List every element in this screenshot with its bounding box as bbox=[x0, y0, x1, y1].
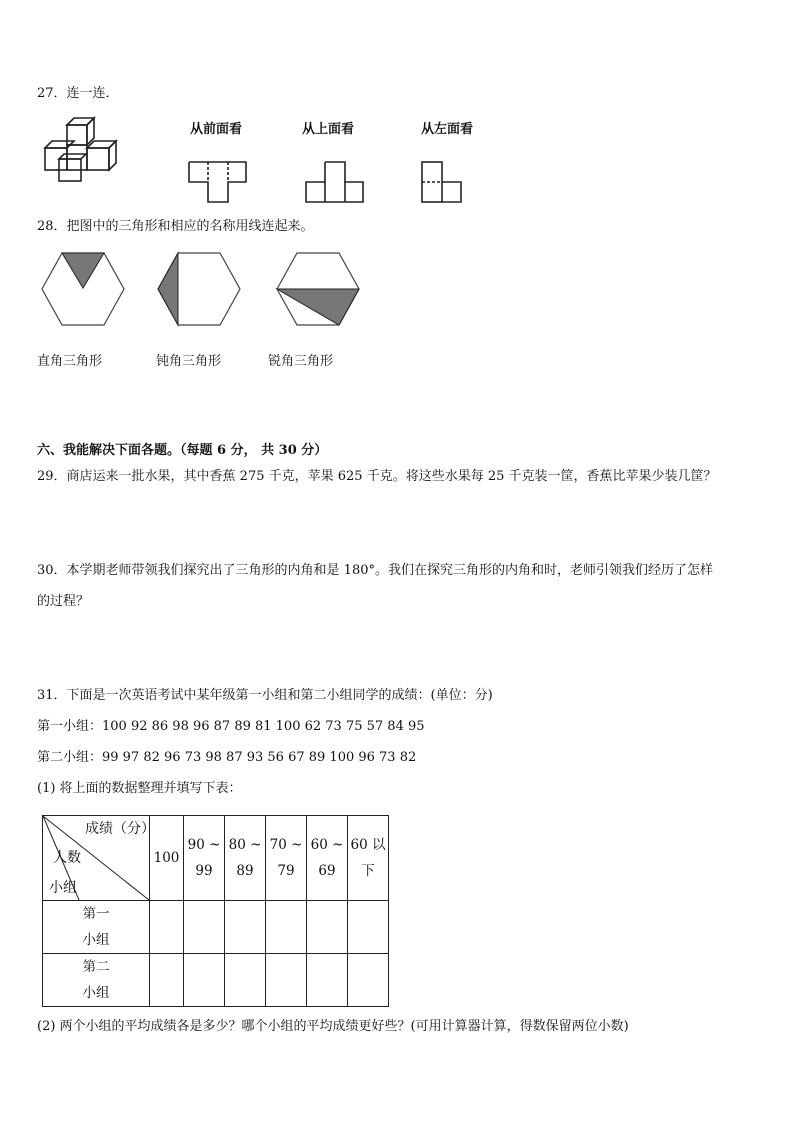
hexagon-triangle-2 bbox=[156, 250, 242, 328]
table-cell[interactable] bbox=[184, 954, 225, 1007]
table-cell[interactable] bbox=[307, 901, 348, 954]
column-header-80-89: 80 ~ 89 bbox=[225, 816, 266, 901]
row-header-group1: 第一 小组 bbox=[43, 901, 150, 954]
q31-part1: (1) 将上面的数据整理并填写下表： bbox=[37, 781, 242, 796]
corner-label-group: 小组 bbox=[49, 880, 77, 896]
column-header-below-60: 60 以 下 bbox=[348, 816, 389, 901]
table-cell[interactable] bbox=[150, 901, 184, 954]
q31-group2-scores: 第二小组：99 97 82 96 73 98 87 93 56 67 89 100 96 73 82 bbox=[37, 750, 417, 765]
score-table bbox=[42, 815, 389, 1007]
table-row-group1 bbox=[43, 901, 389, 954]
hexagon-triangle-1 bbox=[40, 250, 126, 328]
column-header-70-79: 70 ~ 79 bbox=[266, 816, 307, 901]
q30-line2: 的过程？ bbox=[37, 594, 90, 609]
column-header-60-69: 60 ~ 69 bbox=[307, 816, 348, 901]
table-cell[interactable] bbox=[150, 954, 184, 1007]
row-header-group2: 第二 小组 bbox=[43, 954, 150, 1007]
corner-label-count: 人数 bbox=[53, 850, 81, 866]
view-label-left: 从左面看 bbox=[421, 122, 474, 137]
table-cell[interactable] bbox=[348, 901, 389, 954]
view-drawing-2 bbox=[305, 160, 365, 205]
table-cell[interactable] bbox=[266, 901, 307, 954]
section6-title: 六、我能解决下面各题。（每题 6 分， 共 30 分） bbox=[37, 443, 328, 458]
q28-title: 28．把图中的三角形和相应的名称用线连起来。 bbox=[37, 219, 314, 234]
column-header-90-99: 90 ~ 99 bbox=[184, 816, 225, 901]
cube-stack-figure bbox=[42, 115, 122, 185]
column-header-100: 100 bbox=[150, 816, 184, 901]
table-cell[interactable] bbox=[184, 901, 225, 954]
corner-header-cell bbox=[43, 816, 155, 901]
q31-intro: 31．下面是一次英语考试中某年级第一小组和第二小组同学的成绩：(单位：分) bbox=[37, 688, 493, 703]
corner-label-score: 成绩（分） bbox=[85, 821, 155, 837]
q30-line1: 30．本学期老师带领我们探究出了三角形的内角和是 180°。我们在探究三角形的内角和时，老师引领我们经历了怎样 bbox=[37, 563, 713, 578]
table-cell[interactable] bbox=[225, 954, 266, 1007]
view-drawing-1 bbox=[188, 160, 248, 205]
table-cell[interactable] bbox=[225, 901, 266, 954]
table-row-group2 bbox=[43, 954, 389, 1007]
table-cell[interactable] bbox=[266, 954, 307, 1007]
view-label-top: 从上面看 bbox=[302, 122, 355, 137]
table-cell[interactable] bbox=[307, 954, 348, 1007]
q29-text: 29．商店运来一批水果，其中香蕉 275 千克，苹果 625 千克。将这些水果每 25 千克装一筐，香蕉比苹果少装几筐？ bbox=[37, 469, 717, 484]
label-right-triangle: 直角三角形 bbox=[37, 354, 103, 369]
view-label-front: 从前面看 bbox=[190, 122, 243, 137]
label-obtuse-triangle: 钝角三角形 bbox=[156, 354, 222, 369]
q31-group1-scores: 第一小组：100 92 86 98 96 87 89 81 100 62 73 75 57 84 95 bbox=[37, 719, 425, 734]
q27-title: 27．连一连． bbox=[37, 86, 119, 101]
hexagon-triangle-3 bbox=[275, 250, 361, 328]
view-drawing-3 bbox=[421, 160, 466, 205]
table-header-row bbox=[43, 816, 389, 901]
label-acute-triangle: 锐角三角形 bbox=[268, 354, 334, 369]
table-cell[interactable] bbox=[348, 954, 389, 1007]
q31-part2: (2) 两个小组的平均成绩各是多少？哪个小组的平均成绩更好些？(可用计算器计算，得数保留两位小数) bbox=[37, 1019, 629, 1034]
